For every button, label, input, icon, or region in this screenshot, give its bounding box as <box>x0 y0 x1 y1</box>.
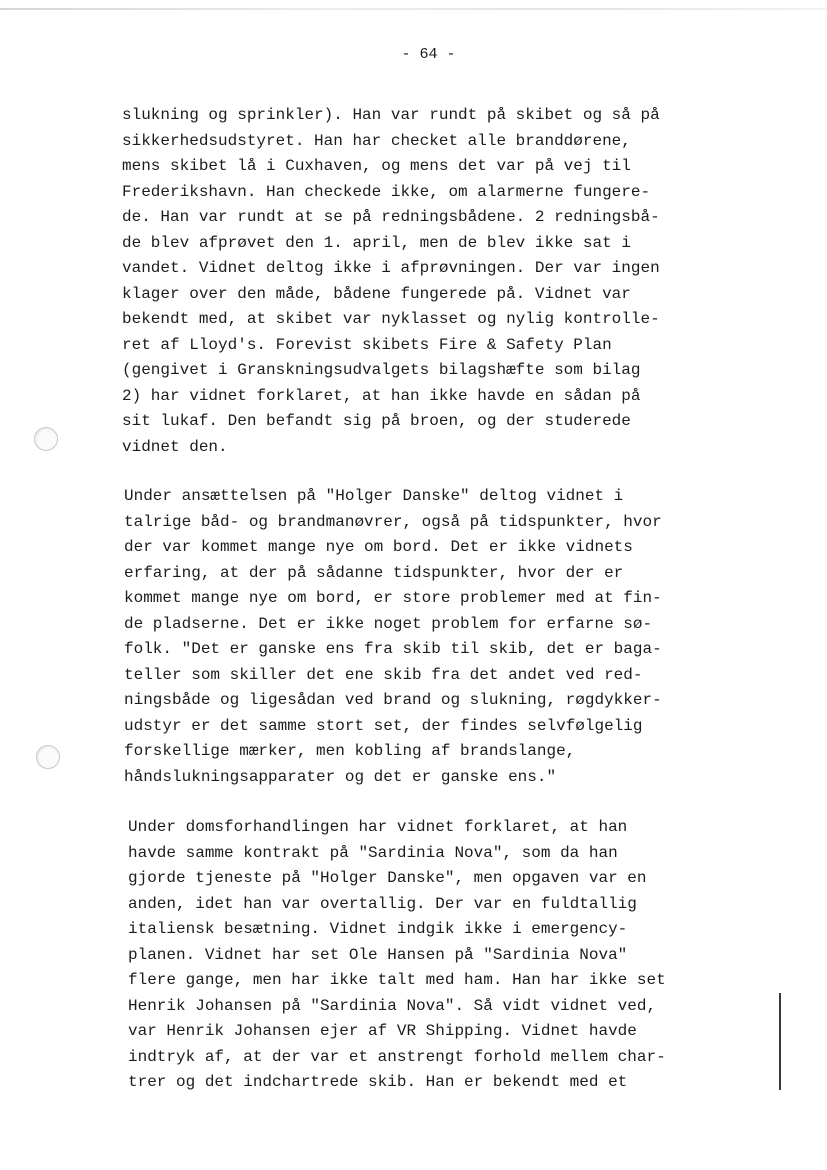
text-line: folk. "Det er ganske ens fra skib til skib, det er baga- <box>124 640 662 658</box>
text-line: slukning og sprinkler). Han var rundt på skibet og så på <box>122 106 660 124</box>
margin-mark <box>779 993 781 1090</box>
paragraph-2 <box>124 484 724 790</box>
text-line: ningsbåde og ligesådan ved brand og slukning, røgdykker- <box>124 691 662 709</box>
text-line: ret af Lloyd's. Forevist skibets Fire & Safety Plan <box>122 335 612 354</box>
text-line: vandet. Vidnet deltog ikke i afprøvningen. Der var ingen <box>122 259 660 277</box>
text-line: Under ansættelsen på "Holger Danske" deltog vidnet i <box>124 487 624 505</box>
paragraph-3 <box>128 815 728 1096</box>
text-line: Henrik Johansen på "Sardinia Nova". Så vidt vidnet ved, <box>128 996 657 1015</box>
text-line: sit lukaf. Den befandt sig på broen, og der studerede <box>122 412 631 430</box>
page-top-edge <box>0 8 827 10</box>
page-number: - 64 - <box>401 46 456 63</box>
text-line: håndslukningsapparater og det er ganske ens." <box>124 767 557 786</box>
text-line: klager over den måde, bådene fungerede på. Vidnet var <box>122 284 631 303</box>
text-line: erfaring, at der på sådanne tidspunkter, hvor der er <box>124 563 624 582</box>
text-line: udstyr er det samme stort set, der findes selvfølgelig <box>124 716 643 735</box>
text-line: mens skibet lå i Cuxhaven, og mens det var på vej til <box>122 157 631 175</box>
text-line: (gengivet i Granskningsudvalgets bilagshæfte som bilag <box>122 361 641 379</box>
text-line: forskellige mærker, men kobling af brandslange, <box>124 742 576 760</box>
text-line: der var kommet mange nye om bord. Det er ikke vidnets <box>124 538 633 556</box>
text-line: indtryk af, at der var et anstrengt forhold mellem char- <box>128 1047 666 1066</box>
text-line: italiensk besætning. Vidnet indgik ikke i emergency- <box>128 920 628 938</box>
text-line: kommet mange nye om bord, er store problemer med at fin- <box>124 589 662 607</box>
text-line: teller som skiller det ene skib fra det andet ved red- <box>124 665 643 684</box>
text-line: sikkerhedsudstyret. Han har checket alle branddørene, <box>122 131 631 150</box>
text-line: de blev afprøvet den 1. april, men de blev ikke sat i <box>122 233 631 252</box>
text-line: de pladserne. Det er ikke noget problem for erfarne sø- <box>124 614 653 633</box>
text-line: havde samme kontrakt på "Sardinia Nova", som da han <box>128 843 618 862</box>
text-line: Frederikshavn. Han checkede ikke, om alarmerne fungere- <box>122 182 651 201</box>
text-line: gjorde tjeneste på "Holger Danske", men opgaven var en <box>128 869 647 887</box>
text-line: planen. Vidnet har set Ole Hansen på "Sardinia Nova" <box>128 945 628 964</box>
text-line: var Henrik Johansen ejer af VR Shipping. Vidnet havde <box>128 1022 637 1040</box>
text-line: bekendt med, at skibet var nyklasset og nylig kontrolle- <box>122 310 660 328</box>
punch-hole-lower <box>36 745 60 769</box>
text-line: anden, idet han var overtallig. Der var en fuldtallig <box>128 894 637 913</box>
text-line: trer og det indchartrede skib. Han er bekendt med et <box>128 1073 628 1091</box>
text-line: vidnet den. <box>122 437 228 456</box>
text-line: 2) har vidnet forklaret, at han ikke havde en sådan på <box>122 386 641 405</box>
text-line: de. Han var rundt at se på redningsbådene. 2 redningsbå- <box>122 208 660 226</box>
text-line: talrige båd- og brandmanøvrer, også på tidspunkter, hvor <box>124 512 662 531</box>
text-line: flere gange, men har ikke talt med ham. Han har ikke set <box>128 971 666 989</box>
paragraph-1 <box>122 103 722 460</box>
text-line: Under domsforhandlingen har vidnet forklaret, at han <box>128 818 628 836</box>
punch-hole-upper <box>34 427 58 451</box>
